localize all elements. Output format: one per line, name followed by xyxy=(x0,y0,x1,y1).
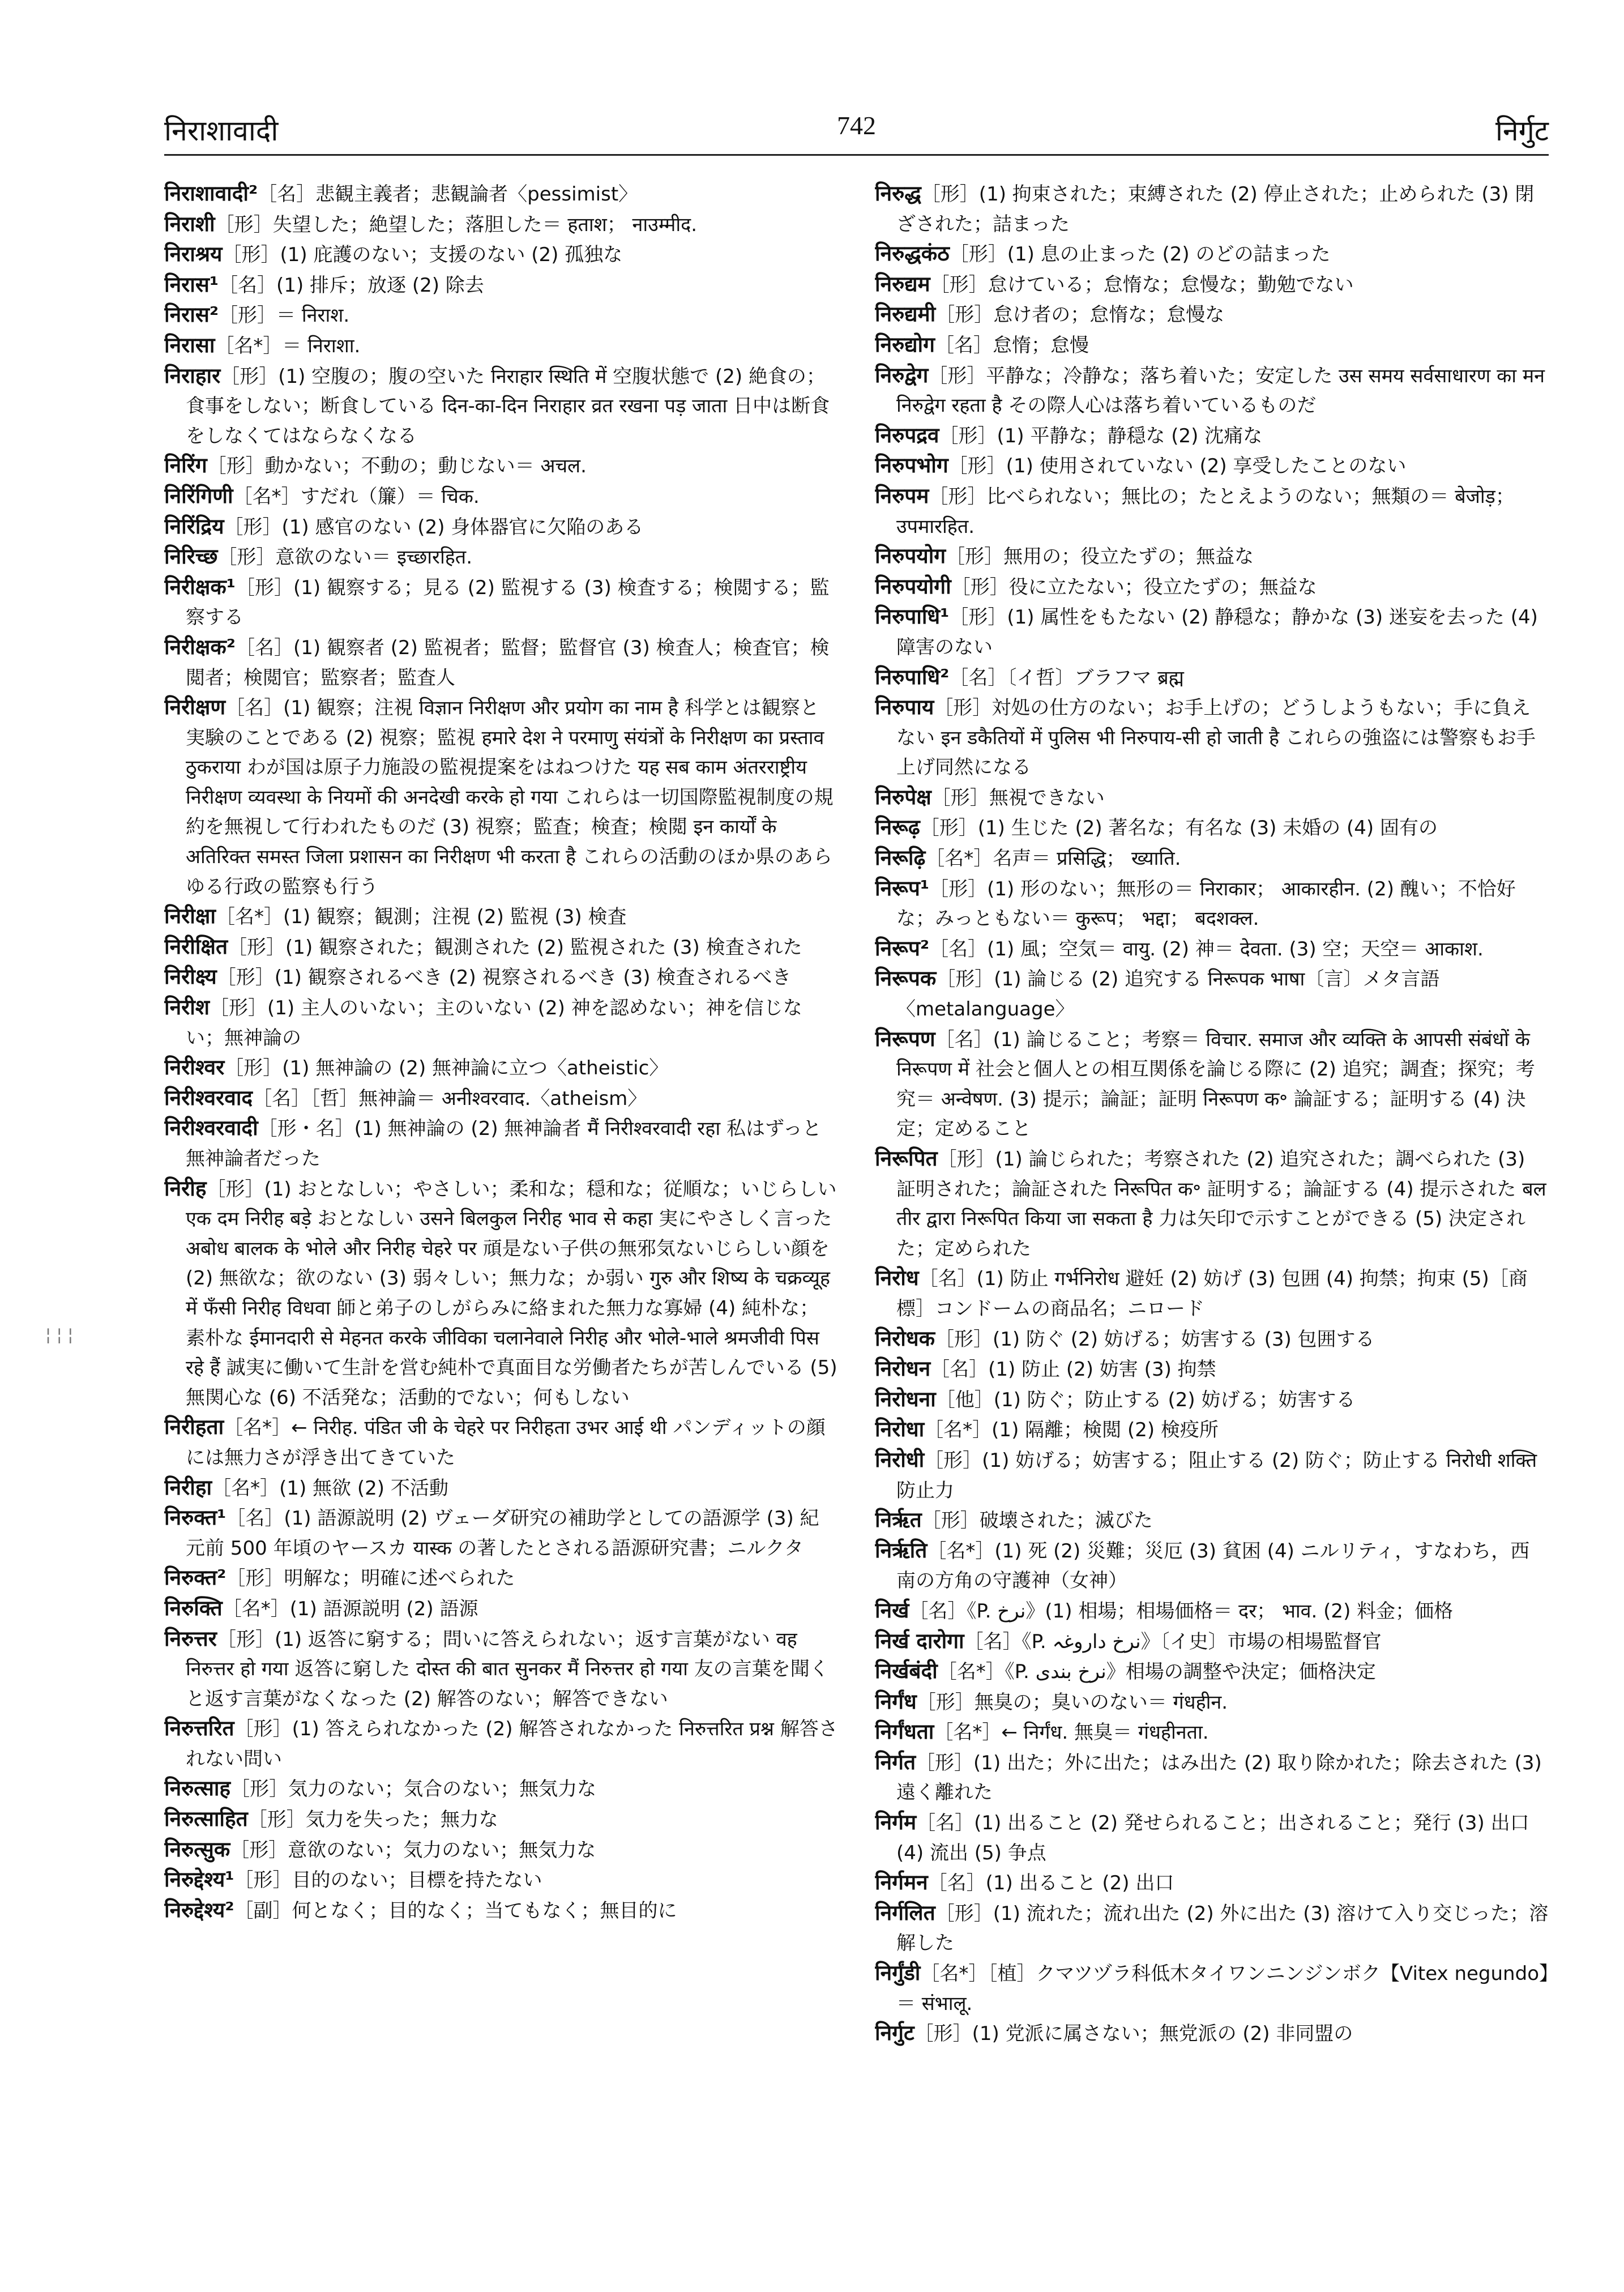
entry-headword: निराश्रय xyxy=(164,242,223,267)
entry-definition: ［形］無視できない xyxy=(931,786,1105,809)
header-rule xyxy=(164,154,1549,156)
entry-headword: निर्खबंदी xyxy=(875,1659,938,1684)
margin-mark: ¦ ¦ ¦ xyxy=(45,1325,74,1345)
entry-headword: निरुत्सुक xyxy=(164,1837,230,1862)
dictionary-entry xyxy=(164,331,838,361)
entry-definition: ［名］(1) 観察；注視 विज्ञान निरीक्षण और प्रयोग का नाम है 科学とは観察と実験のことである (2) 視察；監視 हमारे देश ने परमाणु संयंत्रों के निरीक्षण का प्रस्ताव ठुकराया わが国は原子力施設の監視提案をはねつけた यह सब काम अंतरराष्ट्रीय निरीक्षण व्यवस्था के नियमों की अनदेखी करके हो गया これらは一切国際監視制度の規約を無視して行われたものだ (3) 視察；監査；検査；検閲 इन कार्यों के अतिरिक्त समस्त जिला प्रशासन का निरीक्षण भी करता है これらの活動のほか県のあらゆる行政の監察も行う xyxy=(186,697,834,898)
dictionary-entry xyxy=(875,693,1549,783)
entry-definition: ［形］(1) 属性をもたない (2) 静穏な；静かな (3) 迷妄を去った (4) 障害のない xyxy=(896,606,1538,659)
dictionary-entry xyxy=(164,1804,838,1835)
entry-definition: ［名］(1) 風；空気＝ वायु. (2) 神＝ देवता. (3) 空；天空＝ आकाश. xyxy=(929,937,1484,961)
dictionary-entry xyxy=(164,1473,838,1504)
dictionary-entry xyxy=(164,240,838,270)
entry-definition: ［副］何となく；目的なく；当てもなく；無目的に xyxy=(234,1899,677,1922)
entry-headword: निरीक्षक¹ xyxy=(164,574,236,599)
dictionary-entry xyxy=(875,663,1549,693)
entry-definition: ［形］(1) 庇護のない；支援のない (2) 孤独な xyxy=(222,244,623,267)
entry-definition: ［名］(1) 語源説明 (2) ヴェーダ研究の補助学としての語源学 (3) 紀元前 500 年頃のヤースカ यास्क の著したとされる語源研究書；ニルクタ xyxy=(186,1507,819,1560)
entry-definition: ［形］(1) 生じた (2) 著名な；有名な (3) 未婚の (4) 固有の xyxy=(920,817,1438,840)
entry-headword: निरीह xyxy=(164,1176,207,1201)
dictionary-entry xyxy=(875,179,1549,239)
entry-headword: निरूढ़ xyxy=(875,815,920,840)
dictionary-entry xyxy=(875,1264,1549,1324)
entry-headword: निरुत्तरित xyxy=(164,1716,234,1741)
dictionary-entry xyxy=(875,1354,1549,1385)
entry-definition: ［名*］《P. نرخ بندی》相場の調整や決定；価格決定 xyxy=(937,1661,1376,1684)
entry-headword: निरुपाधि² xyxy=(875,664,950,689)
left-column xyxy=(164,179,838,2274)
dictionary-entry xyxy=(875,1324,1549,1355)
dictionary-entry xyxy=(164,1412,838,1472)
entry-definition: ［形］対処の仕方のない；お手上げの；どうしようもない；手に負えない इन डकैतियों में पुलिस भी निरुपाय-सी हो जाती है これらの強盗には警察もお手上げ同然になる xyxy=(896,697,1536,779)
entry-definition: ［形］怠け者の；怠惰な；怠慢な xyxy=(935,304,1225,327)
dictionary-entry xyxy=(164,1053,838,1083)
entry-definition: ［形］意欲のない；気力のない；無気力な xyxy=(230,1838,596,1862)
entry-definition: ［名*］(1) 隔離；検閲 (2) 検疫所 xyxy=(924,1419,1219,1442)
entry-definition: ［形］比べられない；無比の；たとえようのない；無類の＝ बेजोड़； उपमारहित. xyxy=(896,485,1515,538)
entry-headword: निर्गुंडी xyxy=(875,1961,921,1986)
entry-definition: ［名*］(1) 観察；観測；注視 (2) 監視 (3) 検査 xyxy=(215,906,627,929)
dictionary-entry xyxy=(164,210,838,240)
dictionary-entry xyxy=(164,300,838,331)
dictionary-entry xyxy=(875,1748,1549,1808)
dictionary-entry xyxy=(875,1505,1549,1536)
right-running-headword: निर्गुट xyxy=(1495,114,1549,147)
dictionary-entry xyxy=(164,1835,838,1866)
dictionary-entry xyxy=(875,1868,1549,1898)
entry-definition: ［形］意欲のない＝ इच्छारहित. xyxy=(217,546,472,569)
entry-headword: निर्गलित xyxy=(875,1900,935,1925)
dictionary-entry xyxy=(164,1896,838,1926)
dictionary-entry xyxy=(164,633,838,693)
entry-definition: ［形・名］(1) 無神論の (2) 無神論者 मैं निरीश्वरवादी रहा 私はずっと無神論者だった xyxy=(186,1117,822,1170)
entry-definition: ［形］役に立たない；役立たずの；無益な xyxy=(951,575,1317,599)
dictionary-entry xyxy=(875,1025,1549,1144)
dictionary-entry xyxy=(164,932,838,963)
dictionary-entry xyxy=(164,270,838,301)
entry-headword: निर्गुट xyxy=(875,2021,914,2046)
entry-definition: ［名］〔イ哲〕ブラフマ ब्रह्म xyxy=(949,666,1184,689)
entry-headword: निरासा xyxy=(164,332,215,357)
dictionary-entry xyxy=(164,1083,838,1114)
entry-headword: निरुपद्रव xyxy=(875,422,939,447)
dictionary-entry xyxy=(875,1536,1549,1596)
entry-headword: निरीश्वरवाद xyxy=(164,1085,253,1110)
entry-definition: ［形］(1) 答えられなかった (2) 解答されなかった निरुत्तरित प्रश्न 解答されない問い xyxy=(186,1718,838,1770)
entry-definition: ［形］(1) 息の止まった (2) のどの詰まった xyxy=(949,243,1331,266)
dictionary-entry xyxy=(875,361,1549,421)
entry-headword: निराहार xyxy=(164,363,221,388)
dictionary-entry xyxy=(875,1144,1549,1264)
entry-definition: ［形］気力を失った；無力な xyxy=(247,1808,498,1832)
dictionary-entry xyxy=(875,1445,1549,1505)
dictionary-entry xyxy=(164,573,838,633)
entry-headword: निरीक्षा xyxy=(164,904,216,929)
entry-headword: निरुद्यम xyxy=(875,271,930,296)
entry-definition: ［形］(1) 論じる (2) 追究する निरूपक भाषा〔言〕メタ言語〈metalanguage〉 xyxy=(896,968,1440,1021)
dictionary-entry xyxy=(164,693,838,902)
entry-headword: निरोध xyxy=(875,1266,919,1291)
entry-definition: ［形］(1) 拘束された；束縛された (2) 停止された；止められた (3) 閉ざされた；詰まった xyxy=(896,183,1535,236)
entry-headword: निरुद्देश्य² xyxy=(164,1897,234,1922)
dictionary-entry xyxy=(875,300,1549,330)
entry-headword: निरीश्वरवादी xyxy=(164,1116,258,1141)
entry-definition: ［形］目的のない；目標を持たない xyxy=(234,1869,542,1892)
dictionary-entry xyxy=(875,1717,1549,1748)
entry-definition: ［形］無用の；役立たずの；無益な xyxy=(946,545,1254,569)
entry-headword: निरिच्छ xyxy=(164,544,218,569)
entry-headword: निरुपयोगी xyxy=(875,574,951,599)
entry-definition: ［形］気力のない；気合のない；無気力な xyxy=(230,1778,597,1801)
entry-headword: निरास² xyxy=(164,302,219,327)
dictionary-entry xyxy=(875,270,1549,300)
dictionary-entry xyxy=(164,542,838,573)
entry-headword: निरोधन xyxy=(875,1356,931,1381)
entry-headword: निराशी xyxy=(164,211,215,236)
entry-definition: ［形］(1) 観察する；見る (2) 監視する (3) 検査する；検閲する；監察する xyxy=(186,576,830,629)
dictionary-entry xyxy=(875,813,1549,843)
dictionary-entry xyxy=(875,421,1549,451)
entry-definition: ［形］破壊された；滅びた xyxy=(921,1509,1153,1533)
dictionary-entry xyxy=(164,1594,838,1624)
entry-headword: निरुद्योग xyxy=(875,332,935,357)
entry-headword: निरुत्तर xyxy=(164,1626,217,1651)
entry-definition: ［形］(1) 形のない；無形の＝ निराकार； आकारहीन. (2) 醜い；不恰好な；みっともない＝ कुरूप； भद्दा； बदशक्ल. xyxy=(896,877,1516,931)
page-header xyxy=(164,110,1549,156)
dictionary-entry xyxy=(164,902,838,932)
entry-definition: ［形］(1) 出た；外に出た；はみ出た (2) 取り除かれた；除去された (3) 遠く離れた xyxy=(896,1751,1542,1804)
right-column xyxy=(875,179,1549,2274)
dictionary-entry xyxy=(164,481,838,512)
entry-headword: निरोधा xyxy=(875,1417,925,1442)
entry-headword: निरुत्साह xyxy=(164,1776,231,1801)
dictionary-entry xyxy=(875,843,1549,874)
entry-headword: निरूप² xyxy=(875,936,930,961)
dictionary-entry xyxy=(164,1865,838,1896)
entry-headword: निरूपण xyxy=(875,1026,935,1051)
dictionary-entry xyxy=(164,1774,838,1804)
dictionary-entry xyxy=(875,239,1549,270)
dictionary-entry xyxy=(164,361,838,451)
entry-headword: निरुक्त² xyxy=(164,1565,226,1590)
entry-headword: निरुक्त¹ xyxy=(164,1505,226,1530)
entry-definition: ［名*］(1) 無欲 (2) 不活動 xyxy=(212,1476,448,1500)
entry-headword: निरिंद्रिय xyxy=(164,514,224,539)
entry-headword: निर्ख दारोगा xyxy=(875,1628,964,1653)
entry-definition: ［名］《P. نرخ》(1) 相場；相場価格＝ दर； भाव. (2) 料金；価格 xyxy=(909,1599,1454,1623)
dictionary-entry xyxy=(164,1174,838,1413)
entry-definition: ［名*］← निर्गंध. 無臭＝ गंधहीनता. xyxy=(934,1721,1209,1744)
entry-definition: ［形］(1) 返答に窮する；問いに答えられない；返す言葉がない वह निरुत्तर हो गया 返答に窮した दोस्त की बात सुनकर मैं निरुत्तर हो गया 友の言葉を聞くと返す言葉がなくなった (2) 解答のない；解答できない xyxy=(186,1628,829,1710)
entry-headword: निराशावादी² xyxy=(164,181,258,206)
entry-headword: निरोधक xyxy=(875,1326,935,1351)
entry-headword: निरीक्षित xyxy=(164,934,228,959)
dictionary-entry xyxy=(164,962,838,993)
entry-headword: निरुपम xyxy=(875,483,929,508)
entry-definition: ［名］悲観主義者；悲観論者〈pessimist〉 xyxy=(258,183,638,206)
dictionary-entry xyxy=(875,1385,1549,1415)
entry-definition: ［名］(1) 出ること (2) 出口 xyxy=(928,1872,1174,1895)
entry-headword: निर्गम xyxy=(875,1810,917,1835)
entry-headword: निरुपाधि¹ xyxy=(875,604,950,629)
dictionary-entry xyxy=(875,1958,1549,2018)
entry-definition: ［名*］← निरीह. पंडित जी के चेहरे पर निरीहता उभर आई थी パンディットの顔には無力さが浮き出てきていた xyxy=(186,1416,826,1469)
entry-definition: ［名*］［植］クマツヅラ科低木タイワンニンジンボク【Vitex negundo】＝ संभालू. xyxy=(896,1962,1549,2015)
entry-headword: निरीश xyxy=(164,995,210,1020)
entry-definition: ［名*］＝ निराशा. xyxy=(215,334,361,357)
entry-definition: ［名］(1) 出ること (2) 発せられること；出されること；発行 (3) 出口 (4) 流出 (5) 争点 xyxy=(896,1812,1529,1864)
entry-definition: ［形］(1) 感官のない (2) 身体器官に欠陥のある xyxy=(224,515,644,539)
entry-definition: ［形］(1) 党派に属さない；無党派の (2) 非同盟の xyxy=(914,2022,1353,2046)
dictionary-entry xyxy=(875,1415,1549,1445)
entry-definition: ［形］(1) 観察された；観測された (2) 監視された (3) 検査された xyxy=(228,936,802,959)
entry-definition: ［名］(1) 防止 गर्भनिरोध 避妊 (2) 妨げ (3) 包囲 (4) 拘禁；拘束 (5)［商標］コンドームの商品名；ニロード xyxy=(896,1267,1528,1320)
entry-headword: निरीक्षण xyxy=(164,695,226,720)
entry-definition: ［名］(1) 論じること；考察＝ विचार. समाज और व्यक्ति के आपसी संबंधों के निरूपण में 社会と個人との相互関係を論じる際に (2) 追究；調査；探究；考究＝ अन्वेषण. (3) 提示；論証；証明 निरूपण क॰ 論証する；証明する (4) 決定；定めること xyxy=(896,1028,1535,1141)
dictionary-entry xyxy=(164,1714,838,1774)
dictionary-entry xyxy=(875,602,1549,662)
dictionary-entry xyxy=(875,481,1549,541)
entry-definition: ［形］(1) 妨げる；妨害する；阻止する (2) 防ぐ；防止する निरोधी शक्ति 防止力 xyxy=(896,1449,1537,1502)
entry-definition: ［形］(1) 論じられた；考察された (2) 追究された；調べられた (3) 証明された；論証された निरूपित क॰ 証明する；論証する (4) 提示された बल तीर द्वारा निरूपित किया जा सकता है 力は矢印で示すことができる (5) 決定された；定められた xyxy=(896,1148,1546,1260)
entry-headword: निर्गमन xyxy=(875,1870,928,1895)
entry-definition: ［他］(1) 防ぐ；防止する (2) 妨げる；妨害する xyxy=(935,1388,1356,1411)
entry-headword: निरुद्धकंठ xyxy=(875,241,950,266)
entry-definition: ［名］怠惰；怠慢 xyxy=(934,334,1089,357)
entry-headword: निर्गंध xyxy=(875,1689,917,1714)
dictionary-entry xyxy=(164,993,838,1053)
entry-definition: ［形］(1) 平静な；静穏な (2) 沈痛な xyxy=(939,424,1263,447)
dictionary-entry xyxy=(875,451,1549,481)
left-running-headword: निराशावादी xyxy=(164,114,279,147)
entry-headword: निर्ख xyxy=(875,1598,909,1623)
dictionary-entry xyxy=(164,1563,838,1594)
entry-definition: ［名］(1) 観察者 (2) 監視者；監督；監督官 (3) 検査人；検査官；検閲者；検閲官；監察者；監査人 xyxy=(186,636,830,689)
dictionary-entry xyxy=(164,1503,838,1563)
entry-headword: निरिंग xyxy=(164,453,207,478)
entry-headword: निर्ऋति xyxy=(875,1538,928,1563)
entry-definition: ［形］動かない；不動の；動じない＝ अचल. xyxy=(207,455,587,478)
entry-headword: निरूपक xyxy=(875,966,937,991)
entry-headword: निरोधी xyxy=(875,1447,925,1472)
dictionary-entry xyxy=(875,874,1549,934)
entry-headword: निरोधना xyxy=(875,1386,936,1411)
page-number: 742 xyxy=(837,111,876,140)
entry-definition: ［形］失望した；絶望した；落胆した＝ हताश； नाउम्मीद. xyxy=(215,213,698,236)
dictionary-entry xyxy=(875,1808,1549,1868)
dictionary-entry xyxy=(875,541,1549,572)
entry-headword: निरुत्साहित xyxy=(164,1807,248,1832)
entry-headword: निरुक्ति xyxy=(164,1595,223,1620)
dictionary-entry xyxy=(875,1596,1549,1627)
entry-definition: ［形］怠けている；怠惰な；怠慢な；勤勉でない xyxy=(930,273,1354,296)
entry-definition: ［名*］(1) 語源説明 (2) 語源 xyxy=(222,1597,478,1620)
entry-headword: निरीहता xyxy=(164,1415,224,1440)
entry-headword: निरीक्ष्य xyxy=(164,964,217,989)
entry-headword: निर्ऋत xyxy=(875,1508,922,1533)
dictionary-entry xyxy=(164,179,838,210)
entry-definition: ［形］無臭の；臭いのない＝ गंधहीन. xyxy=(916,1691,1228,1714)
dictionary-entry xyxy=(164,451,838,481)
dictionary-entry xyxy=(875,572,1549,603)
dictionary-entry xyxy=(164,1624,838,1714)
entry-definition: ［名*］すだれ（簾）＝ चिक. xyxy=(233,485,480,508)
entry-headword: निरुपभोग xyxy=(875,453,948,478)
entry-definition: ［名］《P. نرخ داروغہ》〔イ史〕市場の相場監督官 xyxy=(964,1630,1382,1653)
entry-headword: निरूप¹ xyxy=(875,876,930,900)
dictionary-entry xyxy=(875,1898,1549,1958)
entry-definition: ［形］(1) 観察されるべき (2) 視察されるべき (3) 検査されるべき xyxy=(216,966,792,989)
entry-headword: निरूढ़ि xyxy=(875,846,926,870)
entry-headword: निरुपयोग xyxy=(875,544,946,569)
dictionary-entry xyxy=(875,934,1549,964)
entry-headword: निरुद्वेग xyxy=(875,362,929,387)
entry-headword: निर्गत xyxy=(875,1749,916,1774)
dictionary-entry xyxy=(875,964,1549,1024)
entry-definition: ［形］(1) 無神論の (2) 無神論に立つ〈atheistic〉 xyxy=(224,1057,669,1080)
entry-headword: निरीश्वर xyxy=(164,1055,225,1080)
entry-headword: निरुद्ध xyxy=(875,181,921,206)
entry-definition: ［形］(1) おとなしい；やさしい；柔和な；穏和な；従順な；いじらしい एक दम निरीह बड़े おとなしい उसने बिलकुल निरीह भाव से कहा 実にやさしく言った अबोध बालक के भोले और निरीह चेहरे पर 頑是ない子供の無邪気ないじらしい顔を (2) 無欲な；欲のない (3) 弱々しい；無力な；か弱い गुरु और शिष्य के चक्रव्यूह में फँसी निरीह विधवा 師と弟子のしがらみに絡まれた無力な寡婦 (4) 純朴な；素朴な ईमानदारी से मेहनत करके जीविका चलानेवाले निरीह और भोले-भाले श्रमजीवी पिस रहे हैं 誠実に働いて生計を営む純朴で真面目な労働者たちが苦しんでいる (5) 無関心な (6) 不活発な；活動的でない；何もしない xyxy=(186,1177,837,1409)
entry-definition: ［形］平静な；冷静な；落ち着いた；安定した उस समय सर्वसाधारण का मन निरुद्वेग रहता है その際人心は落ち着いているものだ xyxy=(896,364,1545,417)
entry-definition: ［形］(1) 防ぐ (2) 妨げる；妨害する (3) 包囲する xyxy=(935,1328,1375,1351)
entry-headword: निरास¹ xyxy=(164,272,219,297)
entry-definition: ［形］(1) 空腹の；腹の空いた निराहार स्थिति में 空腹状態で (2) 絶食の；食事をしない；断食している दिन-का-दिन निराहार व्रत रखना पड़ जाता 日中は断食をしなくてはならなくなる xyxy=(186,365,830,447)
dictionary-entry xyxy=(164,512,838,543)
entry-headword: निरीक्षक² xyxy=(164,634,236,659)
entry-definition: ［名］(1) 防止 (2) 妨害 (3) 拘禁 xyxy=(930,1358,1216,1381)
entry-definition: ［形］(1) 使用されていない (2) 享受したことのない xyxy=(948,455,1407,478)
dictionary-entry xyxy=(875,2018,1549,2049)
dictionary-entry xyxy=(875,1657,1549,1687)
dictionary-entry xyxy=(875,330,1549,361)
dictionary-entry xyxy=(875,1687,1549,1718)
entry-definition: ［形］＝ निराश. xyxy=(219,304,350,327)
entry-headword: निरुपाय xyxy=(875,695,934,720)
entry-definition: ［形］(1) 流れた；流れ出た (2) 外に出た (3) 溶けて入り交じった；溶解した xyxy=(896,1902,1549,1955)
entry-definition: ［名］［哲］無神論＝ अनीश्वरवाद.〈atheism〉 xyxy=(253,1087,647,1110)
entry-headword: निरीहा xyxy=(164,1475,212,1500)
dictionary-entry xyxy=(875,1627,1549,1657)
dictionary-entry xyxy=(164,1113,838,1173)
entry-headword: निरुद्देश्य¹ xyxy=(164,1867,234,1892)
entry-headword: निरुपेक्ष xyxy=(875,784,931,809)
entry-definition: ［名］(1) 排斥；放逐 (2) 除去 xyxy=(219,274,484,297)
entry-definition: ［形］(1) 主人のいない；主のいない (2) 神を認めない；神を信じない；無神論の xyxy=(186,997,802,1049)
entry-headword: निरुद्यमी xyxy=(875,302,936,327)
entry-definition: ［名*］名声＝ प्रसिद्धि； ख्याति. xyxy=(925,847,1181,870)
entry-definition: ［形］明解な；明確に述べられた xyxy=(226,1567,515,1590)
entry-headword: निरूपित xyxy=(875,1146,938,1171)
entry-definition: ［名*］(1) 死 (2) 災難；災厄 (3) 貧困 (4) ニルリティ，すなわち，西南の方角の守護神（女神） xyxy=(896,1539,1530,1593)
dictionary-entry xyxy=(875,783,1549,813)
entry-headword: निरिंगिणी xyxy=(164,483,233,508)
entry-headword: निर्गंधता xyxy=(875,1719,934,1744)
